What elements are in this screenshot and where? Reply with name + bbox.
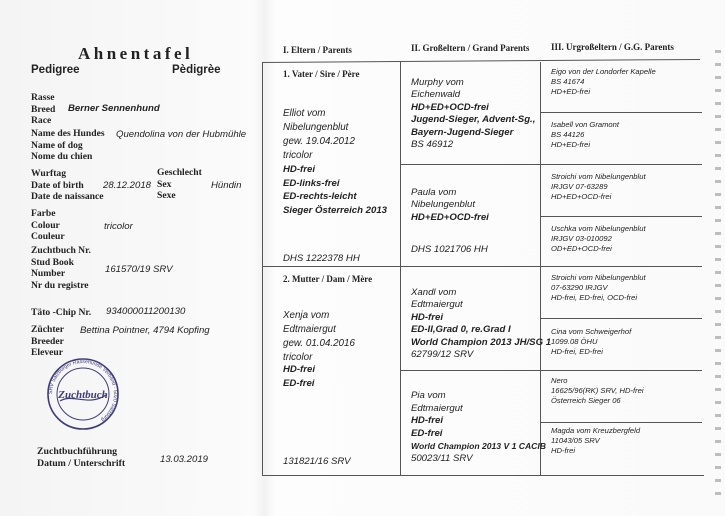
birth-date-label: Wurftag Date of birth Date de naissance bbox=[31, 168, 104, 202]
great-grandparent-5: Stroichi vom Nibelungenblut 07-63290 IRJGV HD-frei, ED-frei, OCD-frei bbox=[551, 273, 646, 302]
pedigree-label-fr: Pèdigrèe bbox=[172, 64, 221, 76]
dam-health: HD-frei ED-frei bbox=[283, 364, 315, 389]
grid-line bbox=[540, 370, 702, 371]
dam-label: 2. Mutter / Dam / Mère bbox=[283, 274, 373, 284]
studbook-value: 161570/19 SRV bbox=[105, 264, 173, 275]
signature-date: 13.03.2019 bbox=[160, 454, 209, 465]
grid-line bbox=[540, 112, 702, 113]
header-grandparents: II. Großeltern / Grand Parents bbox=[411, 43, 530, 53]
grandparent-2: Paula vom Nibelungenblut HD+ED+OCD-frei bbox=[411, 187, 489, 223]
grandparent-4: Pia vom Edtmaiergut HD-frei ED-frei World Champion 2013 V 1 CACIB 50023/11 SRV bbox=[411, 390, 546, 464]
registry-stamp-icon bbox=[38, 357, 128, 431]
great-grandparent-8: Magda vom Kreuzbergfeld 11043/05 SRV HD-frei bbox=[551, 426, 641, 455]
birth-date-value: 28.12.2018 bbox=[103, 180, 152, 191]
great-grandparent-3: Stroichi vom Nibelungenblut IRJGV 07-63289 HD+ED+OCD-frei bbox=[551, 172, 646, 201]
chip-value: 934000011200130 bbox=[106, 306, 186, 317]
grid-line bbox=[262, 475, 704, 476]
dog-name-label: Name des Hundes Name of dog Nome du chien bbox=[31, 128, 105, 162]
sex-value: Hündin bbox=[211, 180, 242, 191]
grid-line bbox=[400, 164, 540, 165]
sire-registration: DHS 1222378 HH bbox=[283, 253, 360, 264]
great-grandparent-2: Isabell von Gramont BS 44126 HD+ED-frei bbox=[551, 120, 619, 149]
grid-line bbox=[540, 422, 702, 423]
svg-text:Zuchtbuch: Zuchtbuch bbox=[58, 389, 108, 401]
grid-line bbox=[540, 318, 702, 319]
signature-label: Zuchtbuchführung Datum / Unterschrift bbox=[37, 446, 126, 469]
breeder-label: Züchter Breeder Eleveur bbox=[31, 324, 65, 358]
header-parents: I. Eltern / Parents bbox=[283, 45, 352, 55]
great-grandparent-4: Uschka vom Nibelungenblut IRJGV 03-010092 OD+ED+OCD-frei bbox=[551, 224, 646, 253]
svg-text:SRV Salzburger Rassehunde Verb: SRV Salzburger Rassehunde Verband · 5020 Salzburg bbox=[47, 358, 119, 423]
grid-line bbox=[400, 62, 401, 475]
breed-label: Rasse Breed Race bbox=[31, 92, 56, 126]
colour-value: tricolor bbox=[104, 221, 133, 232]
grid-line bbox=[540, 266, 702, 267]
grid-line bbox=[540, 164, 702, 165]
great-grandparent-1: Eigo von der Londorfer Kapelle BS 41674 HD+ED-frei bbox=[551, 67, 656, 96]
sex-label: Geschlecht Sex Sexe bbox=[157, 167, 202, 201]
sire-details: Elliot vom Nibelungenblut gew. 19.04.2012 tricolor bbox=[283, 108, 355, 161]
colour-label: Farbe Colour Couleur bbox=[31, 208, 65, 242]
grandparent-3: Xandl vom Edtmaiergut HD-frei ED-II,Grad 0, re.Grad I World Champion 2013 JH/SG 1 62799/12 SRV bbox=[411, 287, 552, 361]
grid-line bbox=[262, 62, 263, 475]
dog-name-value: Quendolina von der Hubmühle bbox=[116, 129, 247, 140]
pedigree-label-en: Pedigree bbox=[31, 64, 80, 76]
binder-holes bbox=[715, 40, 721, 500]
header-greatgrandparents: III. Urgroßeltern / G.G. Parents bbox=[551, 42, 674, 52]
breed-value: Berner Sennenhund bbox=[68, 103, 160, 114]
great-grandparent-6: Cina vom Schweigerhof 1099.08 ÖHU HD-frei, ED-frei bbox=[551, 327, 632, 356]
grid-line bbox=[262, 59, 700, 63]
great-grandparent-7: Nero 16625/96(RK) SRV, HD-frei Österreich Sieger 06 bbox=[551, 376, 644, 405]
document-title: Ahnentafel bbox=[78, 44, 194, 63]
sire-label: 1. Vater / Sire / Père bbox=[283, 69, 360, 79]
dam-details: Xenja vom Edtmaiergut gew. 01.04.2016 tricolor bbox=[283, 310, 355, 363]
grid-line bbox=[540, 216, 702, 217]
studbook-label: Zuchtbuch Nr. Stud Book Number Nr du registre bbox=[31, 245, 91, 291]
dam-registration: 131821/16 SRV bbox=[283, 456, 351, 467]
grid-line bbox=[400, 266, 540, 267]
breeder-value: Bettina Pointner, 4794 Kopfing bbox=[80, 325, 210, 336]
grandparent-2-registration: DHS 1021706 HH bbox=[411, 244, 488, 255]
sire-health: HD-frei ED-links-frei ED-rechts-leicht Sieger Österreich 2013 bbox=[283, 164, 387, 216]
chip-label: Täto -Chip Nr. bbox=[31, 307, 92, 318]
grandparent-1: Murphy vom Eichenwald HD+ED+OCD-frei Jugend-Sieger, Advent-Sg., Bayern-Jugend-Sieger BS 46912 bbox=[411, 77, 536, 151]
grid-line bbox=[400, 370, 540, 371]
